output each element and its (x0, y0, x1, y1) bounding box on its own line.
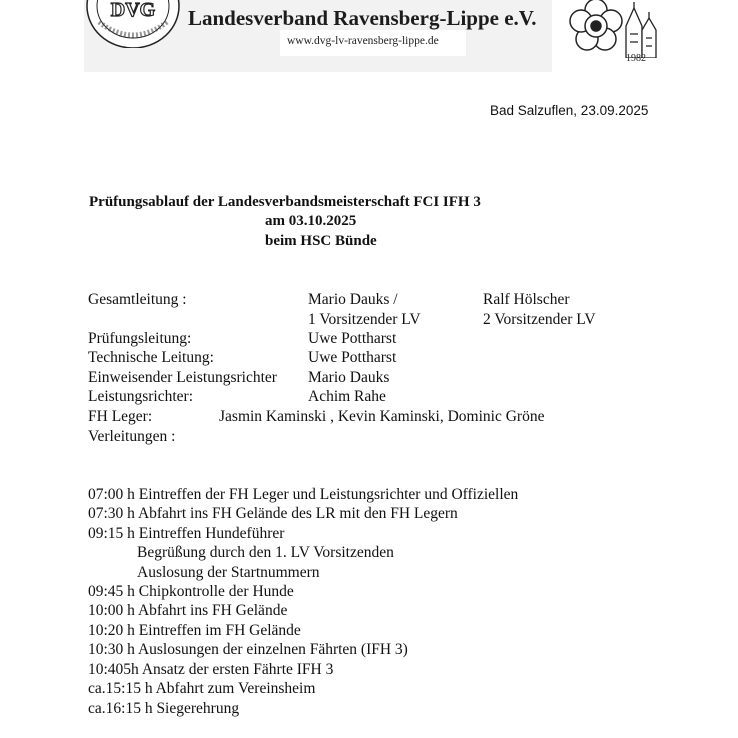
document-title-venue: beim HSC Bünde (265, 233, 377, 249)
schedule-item: 10:30 h Auslosungen der einzelnen Fährten (IFH 3) (88, 641, 408, 658)
rose-emblem-icon (556, 0, 660, 58)
schedule-subitem: Begrüßung durch den 1. LV Vorsitzenden (137, 544, 394, 561)
schedule-item: 09:45 h Chipkontrolle der Hunde (88, 583, 294, 600)
staff-value: Mario Dauks / (308, 291, 398, 308)
schedule-item: 07:30 h Abfahrt ins FH Gelände des LR mit den FH Legern (88, 505, 458, 522)
staff-label: Einweisender Leistungsrichter (88, 369, 277, 386)
place-date: Bad Salzuflen, 23.09.2025 (490, 103, 649, 118)
staff-value: Mario Dauks (308, 369, 390, 386)
schedule-item: 10:20 h Eintreffen im FH Gelände (88, 622, 301, 639)
staff-label: Gesamtleitung : (88, 291, 187, 308)
organization-website: www.dvg-lv-ravensberg-lippe.de (287, 35, 439, 47)
staff-value: Jasmin Kaminski , Kevin Kaminski, Dominic Gröne (219, 408, 545, 425)
staff-role: 1 Vorsitzender LV (308, 311, 421, 328)
document-title-date: am 03.10.2025 (265, 213, 357, 229)
staff-role: 2 Vorsitzender LV (483, 311, 596, 328)
staff-label: Leistungsrichter: (88, 388, 194, 405)
staff-value: Ralf Hölscher (483, 291, 570, 308)
staff-label: FH Leger: (88, 408, 153, 425)
schedule-subitem: Auslosung der Startnummern (137, 564, 320, 581)
staff-value: Achim Rahe (308, 388, 386, 405)
staff-label: Verleitungen : (88, 428, 176, 445)
emblem-year: 1982 (626, 53, 646, 64)
schedule-item: ca.16:15 h Siegerehrung (88, 700, 240, 717)
staff-value: Uwe Pottharst (308, 349, 397, 366)
staff-label: Prüfungsleitung: (88, 330, 192, 347)
staff-label: Technische Leitung: (88, 349, 214, 366)
schedule-item: 07:00 h Eintreffen der FH Leger und Leistungsrichter und Offiziellen (88, 486, 519, 503)
dvg-logo-text: DVG (110, 0, 156, 21)
schedule-item: 10:00 h Abfahrt ins FH Gelände (88, 602, 288, 619)
dvg-logo (85, 0, 181, 48)
schedule-item: 10:405h Ansatz der ersten Fährte IFH 3 (88, 661, 334, 678)
staff-value: Uwe Pottharst (308, 330, 397, 347)
schedule-item: 09:15 h Eintreffen Hundeführer (88, 525, 285, 542)
organization-name: Landesverband Ravensberg-Lippe e.V. (188, 6, 537, 30)
document-title: Prüfungsablauf der Landesverbandsmeisterschaft FCI IFH 3 (89, 194, 481, 210)
schedule-item: ca.15:15 h Abfahrt zum Vereinsheim (88, 680, 316, 697)
